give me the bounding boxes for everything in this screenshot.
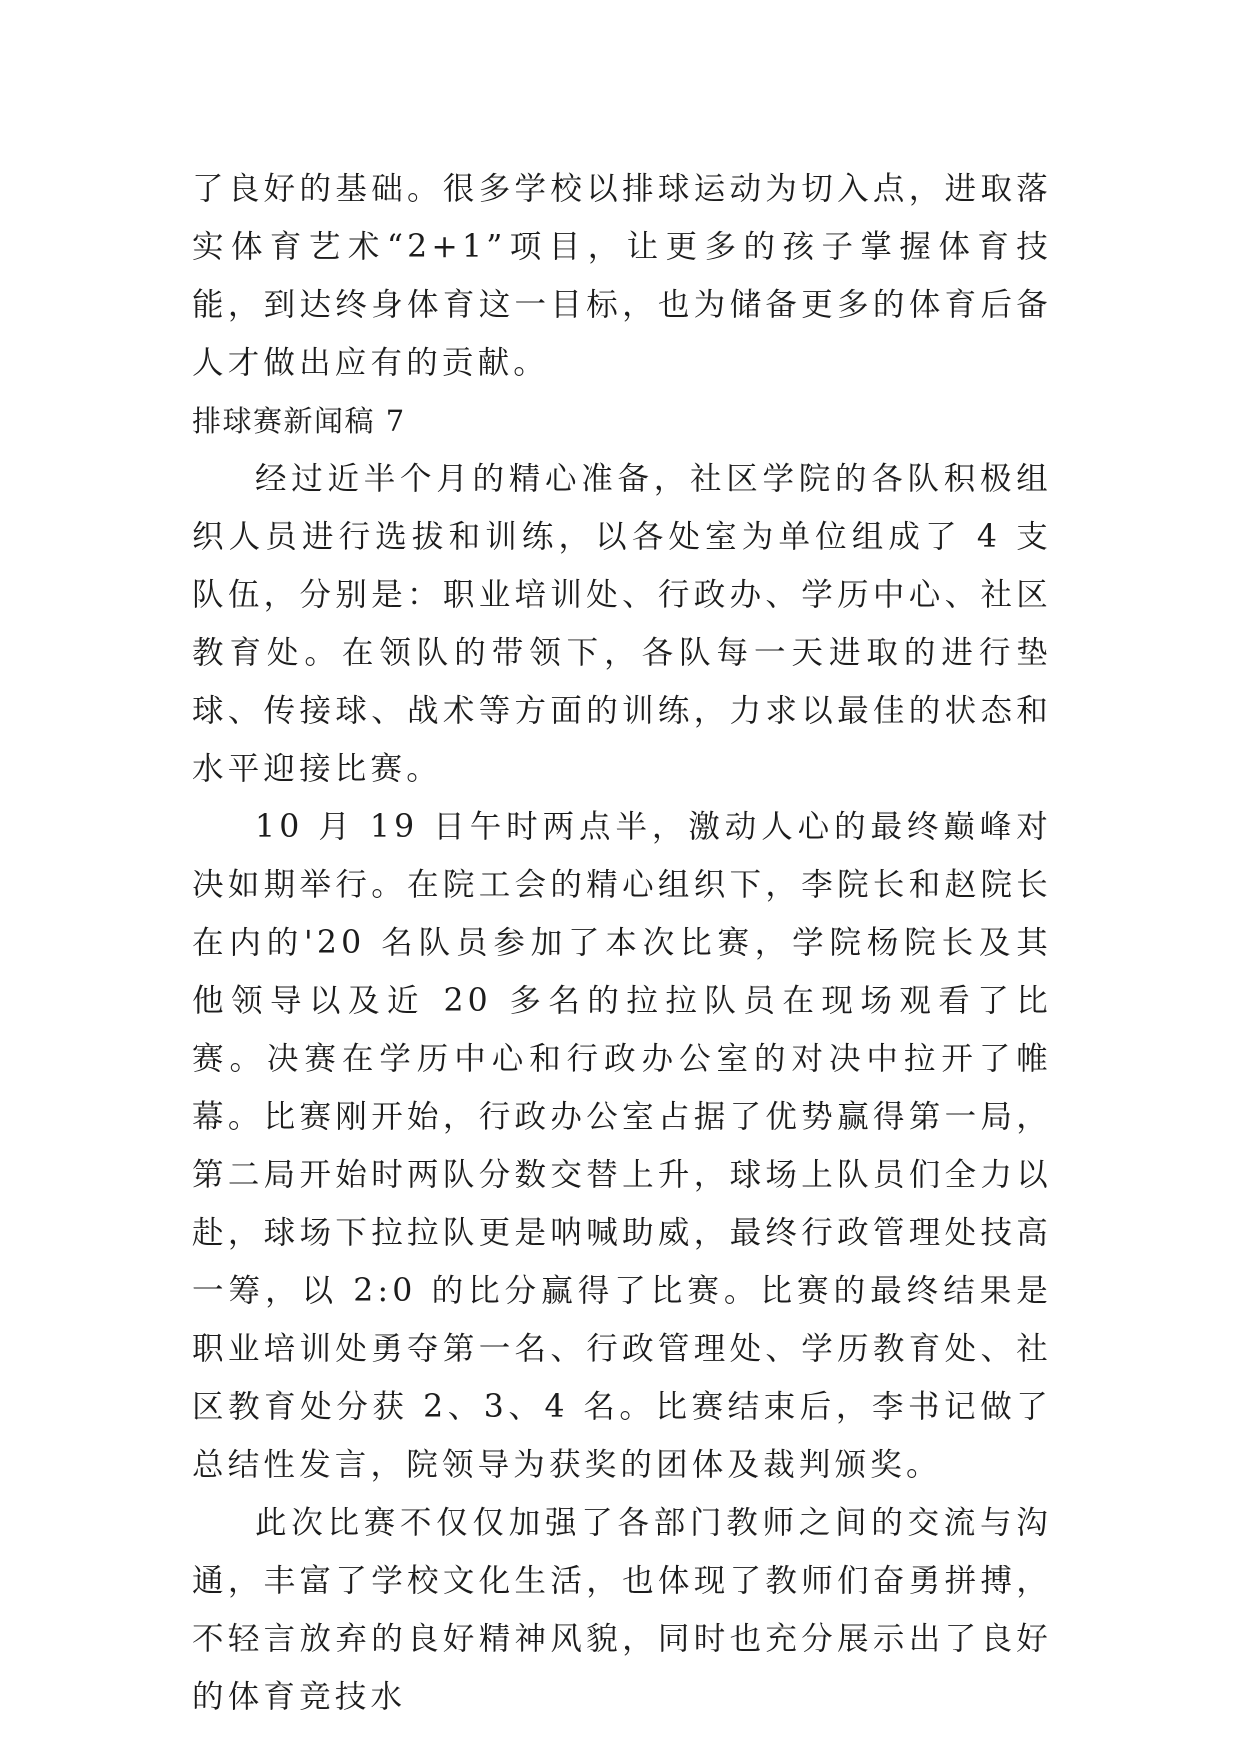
- paragraph-continuation: 了良好的基础。很多学校以排球运动为切入点，进取落实体育艺术“2+1”项目，让更多的孩子掌握体育技能，到达终身体育这一目标，也为储备更多的体育后备人才做出应有的贡献。: [192, 171, 1052, 381]
- article-body: [192, 160, 1052, 1726]
- paragraph-team-preparation: 经过近半个月的精心准备，社区学院的各队积极组织人员进行选拔和训练，以各处室为单位组成了 4 支队伍，分别是：职业培训处、行政办、学历中心、社区教育处。在领队的带领下，各队每一天进取的进行垫球、传接球、战术等方面的训练，力求以最佳的状态和水平迎接比赛。: [192, 461, 1052, 787]
- paragraph-significance: 此次比赛不仅仅加强了各部门教师之间的交流与沟通，丰富了学校文化生活，也体现了教师们奋勇拼搏，不轻言放弃的良好精神风貌，同时也充分展示出了良好的体育竞技水: [192, 1505, 1052, 1715]
- section-heading: 排球赛新闻稿 7: [192, 404, 406, 438]
- paragraph-final-match: 10 月 19 日午时两点半，激动人心的最终巅峰对决如期举行。在院工会的精心组织下，李院长和赵院长在内的'20 名队员参加了本次比赛，学院杨院长及其他领导以及近 20 多名的拉拉队员在现场观看了比赛。决赛在学历中心和行政办公室的对决中拉开了帷幕。比赛刚开始，行政办公室占据了优势赢得第一局，第二局开始时两队分数交替上升，球场上队员们全力以赴，球场下拉拉队更是呐喊助威，最终行政管理处技高一筹，以 2:0 的比分赢得了比赛。比赛的最终结果是职业培训处勇夺第一名、行政管理处、学历教育处、社区教育处分获 2、3、4 名。比赛结束后，李书记做了总结性发言，院领导为获奖的团体及裁判颁奖。: [192, 809, 1052, 1483]
